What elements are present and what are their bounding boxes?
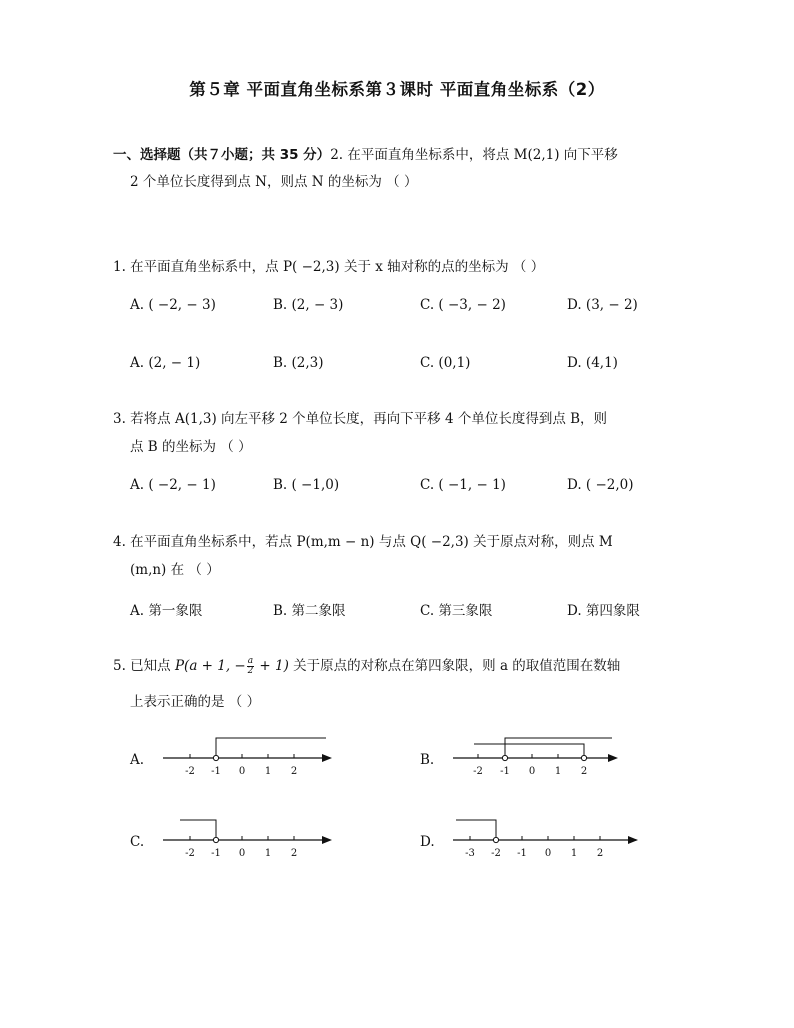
question-2-line-1: [113, 146, 618, 164]
tick-label: 2: [290, 766, 298, 777]
question-1-text: 1. 在平面直角坐标系中，点 P( −2,3) 关于 x 轴对称的点的坐标为 （ ）: [113, 259, 545, 275]
fraction-denominator: 2: [247, 666, 254, 676]
tick-label: 2: [290, 848, 298, 859]
solution-ray: [180, 820, 216, 837]
question-3-option-b[interactable]: B. ( −1,0): [273, 477, 340, 493]
section-header: 一、选择题（共７小题；共 35 分）: [113, 147, 331, 163]
question-5-option-a[interactable]: A.: [130, 752, 145, 768]
tick-label: -2: [185, 848, 195, 859]
question-4-option-a[interactable]: A. 第一象限: [130, 603, 203, 619]
fraction: [247, 657, 254, 676]
solution-ray: [456, 820, 496, 837]
tick-label: -1: [500, 766, 510, 777]
question-4-option-d[interactable]: D. 第四象限: [567, 603, 640, 619]
tick-label: -2: [185, 766, 195, 777]
fraction-numerator: a: [247, 656, 254, 666]
tick-label: 0: [238, 766, 246, 777]
question-3-option-c[interactable]: C. ( −1, − 1): [420, 477, 506, 493]
question-3-option-a[interactable]: A. ( −2, − 1): [130, 477, 216, 493]
tick-label: 0: [544, 848, 552, 859]
tick-label: 1: [264, 848, 272, 859]
question-1-option-d[interactable]: D. (3, − 2): [567, 297, 638, 313]
question-5-option-d[interactable]: D.: [420, 834, 435, 850]
question-4-line-1: 4. 在平面直角坐标系中，若点 P(m,m − n) 与点 Q( −2,3) 关于原点对称，则点 M: [113, 534, 613, 550]
tick-label: -3: [465, 848, 475, 859]
solution-ray-left: [474, 744, 584, 755]
expression-part-b: + 1): [255, 658, 289, 674]
solution-ray: [216, 738, 326, 755]
expression-part-a: P(a + 1, −: [174, 658, 246, 674]
axis-arrow: [322, 836, 332, 844]
question-1-option-b[interactable]: B. (2, − 3): [273, 297, 344, 313]
open-endpoint: [493, 837, 498, 842]
page-title: 第５章 平面直角坐标系第３课时 平面直角坐标系（2）: [189, 80, 605, 99]
question-4-option-c[interactable]: C. 第三象限: [420, 603, 493, 619]
question-2-option-c[interactable]: C. (0,1): [420, 355, 471, 371]
axis-arrow: [322, 754, 332, 762]
open-endpoint: [581, 755, 586, 760]
open-endpoint: [502, 755, 507, 760]
number-line-d: [450, 812, 650, 862]
question-2-text: 2. 在平面直角坐标系中，将点 M(2,1) 向下平移: [330, 147, 618, 163]
question-4-option-b[interactable]: B. 第二象限: [273, 603, 346, 619]
question-1-option-a[interactable]: A. ( −2, − 3): [130, 297, 216, 313]
tick-label: 0: [528, 766, 536, 777]
tick-label: 1: [570, 848, 578, 859]
question-5-option-b[interactable]: B.: [420, 752, 435, 768]
question-5-prefix: 5. 已知点: [113, 658, 175, 674]
open-endpoint: [213, 755, 218, 760]
question-5-suffix: 关于原点的对称点在第四象限，则 a 的取值范围在数轴: [288, 658, 621, 674]
open-endpoint: [213, 837, 218, 842]
question-1-option-c[interactable]: C. ( −3, − 2): [420, 297, 506, 313]
tick-label: -2: [491, 848, 501, 859]
tick-label: 1: [264, 766, 272, 777]
solution-ray-right: [505, 738, 612, 755]
question-3-line-1: 3. 若将点 A(1,3) 向左平移 2 个单位长度，再向下平移 4 个单位长度得到点 B，则: [113, 411, 608, 427]
tick-label: 1: [554, 766, 562, 777]
question-2-option-a[interactable]: A. (2, − 1): [130, 355, 201, 371]
question-5-line-1: [113, 657, 620, 676]
tick-label: 2: [580, 766, 588, 777]
question-5-option-c[interactable]: C.: [130, 834, 145, 850]
axis-arrow: [608, 754, 618, 762]
number-line-a: [160, 730, 340, 780]
question-2-option-d[interactable]: D. (4,1): [567, 355, 618, 371]
tick-label: -1: [211, 766, 221, 777]
tick-label: 0: [238, 848, 246, 859]
question-3-line-2: 点 B 的坐标为 （ ）: [130, 439, 252, 455]
tick-label: -2: [473, 766, 483, 777]
tick-label: -1: [517, 848, 527, 859]
number-line-c: [160, 812, 340, 862]
question-4-line-2: (m,n) 在 （ ）: [130, 562, 220, 578]
tick-label: -1: [211, 848, 221, 859]
question-3-option-d[interactable]: D. ( −2,0): [567, 477, 634, 493]
question-5-expression: [175, 658, 289, 674]
tick-label: 2: [596, 848, 604, 859]
question-5-line-2: 上表示正确的是 （ ）: [130, 694, 261, 710]
question-2-option-b[interactable]: B. (2,3): [273, 355, 324, 371]
axis-arrow: [628, 836, 638, 844]
number-line-b: [450, 730, 630, 780]
question-2-line-2: 2 个单位长度得到点 N，则点 N 的坐标为 （ ）: [130, 174, 418, 190]
